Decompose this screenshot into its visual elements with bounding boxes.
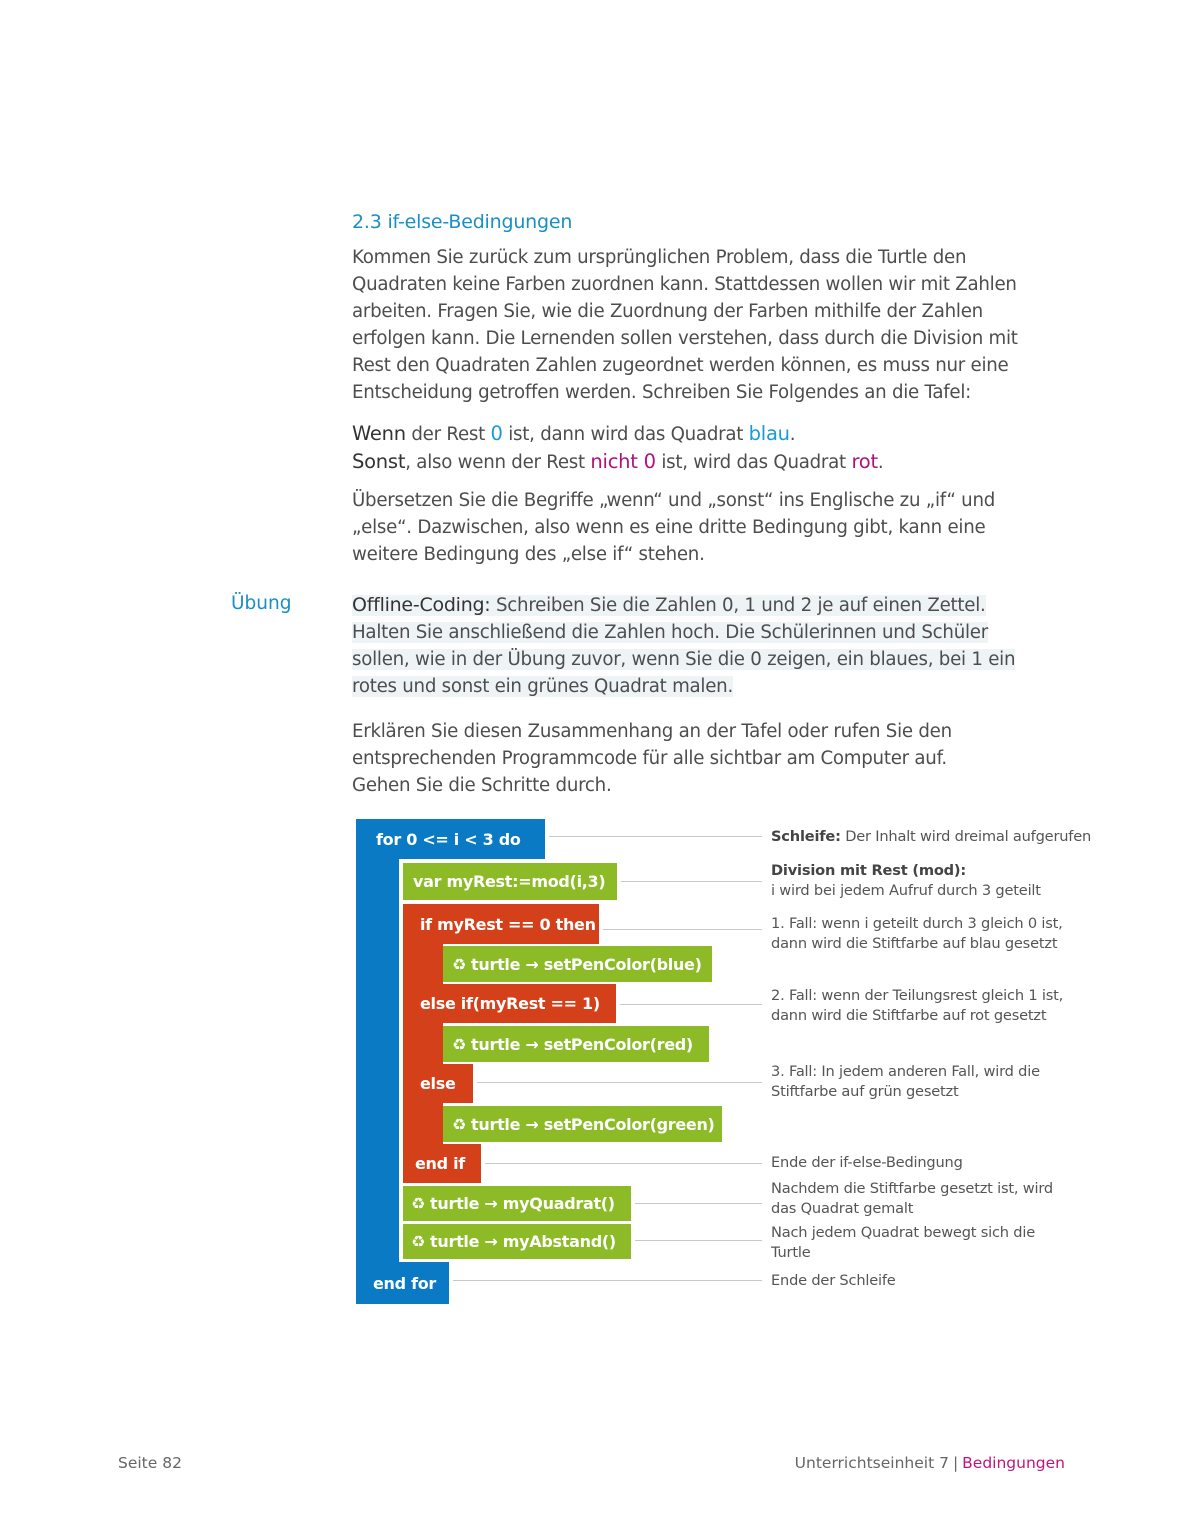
block-my-quadrat bbox=[403, 1186, 631, 1221]
annotation-quadrat bbox=[771, 1179, 1101, 1219]
text-line: arbeiten. Fragen Sie, wie die Zuordnung der Farben mithilfe der Zahlen bbox=[352, 301, 983, 322]
page-number: Seite 82 bbox=[118, 1454, 182, 1472]
block-label: turtle → setPenColor(red) bbox=[471, 1034, 693, 1054]
leader-line bbox=[485, 1163, 762, 1164]
recycle-icon: ♻ bbox=[411, 1232, 426, 1251]
recycle-icon: ♻ bbox=[452, 1114, 467, 1134]
annotation-text: i wird bei jedem Aufruf durch 3 geteilt bbox=[771, 882, 1041, 899]
text-line: Kommen Sie zurück zum ursprünglichen Problem, dass die Turtle den bbox=[352, 247, 967, 268]
exercise-box bbox=[352, 592, 1082, 700]
block-end-if bbox=[403, 1144, 481, 1183]
section-heading: 2.3 if-else-Bedingungen bbox=[352, 211, 573, 233]
leader-line bbox=[620, 1004, 762, 1005]
annotation-text: Ende der if-else-Bedingung bbox=[771, 1154, 963, 1171]
text-line: Rest den Quadraten Zahlen zugeordnet werden können, es muss nur eine bbox=[352, 355, 1009, 376]
text-line: Erklären Sie diesen Zusammenhang an der Tafel oder rufen Sie den bbox=[352, 721, 952, 742]
annotation-end-for bbox=[771, 1271, 1101, 1291]
block-label: turtle → myAbstand() bbox=[430, 1232, 616, 1251]
annotation-text: Turtle bbox=[771, 1244, 811, 1261]
annotation-text: 2. Fall: wenn der Teilungsrest gleich 1 ist, bbox=[771, 987, 1064, 1004]
color-blau: blau bbox=[748, 422, 790, 445]
text-line: Übersetzen Sie die Begriffe „wenn“ und „sonst“ ins Englische zu „if“ und bbox=[352, 490, 996, 511]
annotation-loop bbox=[771, 827, 1101, 847]
block-label: else if(myRest == 1) bbox=[420, 994, 600, 1013]
rule-wenn bbox=[352, 420, 1072, 448]
exercise-line: sollen, wie in der Übung zuvor, wenn Sie die 0 zeigen, ein blaues, bei 1 ein bbox=[352, 649, 1016, 670]
keyword-wenn: Wenn bbox=[352, 422, 406, 445]
annotation-bold: Schleife: bbox=[771, 828, 841, 845]
rule-text: ist, wird das Quadrat bbox=[655, 452, 852, 473]
annotation-text: Stiftfarbe auf grün gesetzt bbox=[771, 1083, 959, 1100]
text-line: Quadraten keine Farben zuordnen kann. Stattdessen wollen wir mit Zahlen bbox=[352, 274, 1017, 295]
block-else bbox=[403, 1064, 473, 1103]
block-label: for 0 <= i < 3 do bbox=[376, 829, 521, 849]
value-zero: 0 bbox=[490, 422, 503, 445]
annotation-text: 3. Fall: In jedem anderen Fall, wird die bbox=[771, 1063, 1040, 1080]
block-label: else bbox=[420, 1074, 456, 1093]
rule-text: . bbox=[789, 424, 796, 445]
rule-sonst bbox=[352, 448, 1072, 476]
text-line: entsprechenden Programmcode für alle sichtbar am Computer auf. bbox=[352, 748, 947, 769]
annotation-end-if bbox=[771, 1153, 1101, 1173]
annotation-abstand bbox=[771, 1223, 1101, 1263]
recycle-icon: ♻ bbox=[452, 1034, 467, 1054]
rule-text: ist, dann wird das Quadrat bbox=[502, 424, 749, 445]
leader-line bbox=[549, 836, 762, 837]
annotation-mod bbox=[771, 861, 1101, 901]
block-end-for bbox=[356, 1262, 449, 1304]
leader-line bbox=[635, 1240, 762, 1241]
annotation-case-2 bbox=[771, 986, 1101, 1026]
rule-text: . bbox=[877, 452, 884, 473]
color-rot: rot bbox=[851, 450, 878, 473]
exercise-title: Offline-Coding: bbox=[352, 594, 491, 616]
intro-paragraph bbox=[352, 244, 1072, 406]
block-set-blue bbox=[443, 946, 712, 982]
text-line: erfolgen kann. Die Lernenden sollen verstehen, dass durch die Division mit bbox=[352, 328, 1018, 349]
block-my-abstand bbox=[403, 1224, 631, 1259]
block-label: end if bbox=[415, 1154, 465, 1173]
annotation-case-1 bbox=[771, 914, 1101, 954]
annotation-text: Nachdem die Stiftfarbe gesetzt ist, wird bbox=[771, 1180, 1053, 1197]
block-label: turtle → myQuadrat() bbox=[430, 1194, 615, 1213]
unit-label: Unterrichtseinheit 7 bbox=[794, 1454, 949, 1472]
text-line: Gehen Sie die Schritte durch. bbox=[352, 775, 612, 796]
separator: | bbox=[952, 1454, 959, 1472]
value-nicht-zero: nicht 0 bbox=[590, 450, 656, 473]
explain-paragraph bbox=[352, 718, 1072, 799]
keyword-sonst: Sonst bbox=[352, 450, 406, 473]
leader-line bbox=[477, 1082, 762, 1083]
block-label: if myRest == 0 then bbox=[420, 914, 596, 934]
annotation-text: dann wird die Stiftfarbe auf blau gesetzt bbox=[771, 935, 1058, 952]
exercise-line bbox=[352, 595, 986, 616]
recycle-icon: ♻ bbox=[411, 1194, 426, 1213]
leader-line bbox=[453, 1280, 762, 1281]
block-label: end for bbox=[373, 1273, 437, 1293]
text-line: „else“. Dazwischen, also wenn es eine dritte Bedingung gibt, kann eine bbox=[352, 517, 986, 538]
block-set-green bbox=[443, 1106, 722, 1142]
leader-line bbox=[621, 881, 762, 882]
text-line: weitere Bedingung des „else if“ stehen. bbox=[352, 544, 705, 565]
annotation-bold: Division mit Rest (mod): bbox=[771, 862, 967, 879]
loop-frame-column bbox=[356, 858, 399, 1264]
rule-text: der Rest bbox=[405, 424, 491, 445]
exercise-text: Schreiben Sie die Zahlen 0, 1 und 2 je auf einen Zettel. bbox=[490, 595, 986, 616]
topic-label: Bedingungen bbox=[962, 1454, 1065, 1472]
block-else-if bbox=[403, 984, 616, 1023]
leader-line bbox=[635, 1203, 762, 1204]
block-if bbox=[403, 904, 599, 944]
block-label: turtle → setPenColor(blue) bbox=[471, 954, 702, 974]
block-set-red bbox=[443, 1026, 709, 1062]
exercise-margin-label: Übung bbox=[231, 593, 292, 614]
annotation-text: Der Inhalt wird dreimal aufgerufen bbox=[840, 828, 1092, 845]
leader-line bbox=[603, 929, 762, 930]
annotation-text: Ende der Schleife bbox=[771, 1272, 896, 1289]
text-line: Entscheidung getroffen werden. Schreiben Sie Folgendes an die Tafel: bbox=[352, 382, 972, 403]
exercise-line: Halten Sie anschließend die Zahlen hoch. Die Schülerinnen und Schüler bbox=[352, 622, 988, 643]
annotation-text: 1. Fall: wenn i geteilt durch 3 gleich 0 ist, bbox=[771, 915, 1063, 932]
block-var-myrest bbox=[403, 863, 617, 900]
rule-text: , also wenn der Rest bbox=[405, 452, 591, 473]
footer-unit bbox=[795, 1454, 1065, 1472]
annotation-text: Nach jedem Quadrat bewegt sich die bbox=[771, 1224, 1035, 1241]
rules-block bbox=[352, 420, 1072, 476]
annotation-text: das Quadrat gemalt bbox=[771, 1200, 914, 1217]
block-label: turtle → setPenColor(green) bbox=[471, 1114, 715, 1134]
block-label: var myRest:=mod(i,3) bbox=[413, 872, 606, 891]
annotation-case-3 bbox=[771, 1062, 1101, 1102]
translate-paragraph bbox=[352, 487, 1072, 568]
block-for-loop bbox=[356, 819, 545, 859]
recycle-icon: ♻ bbox=[452, 954, 467, 974]
exercise-line: rotes und sonst ein grünes Quadrat malen. bbox=[352, 676, 733, 697]
annotation-text: dann wird die Stiftfarbe auf rot gesetzt bbox=[771, 1007, 1047, 1024]
